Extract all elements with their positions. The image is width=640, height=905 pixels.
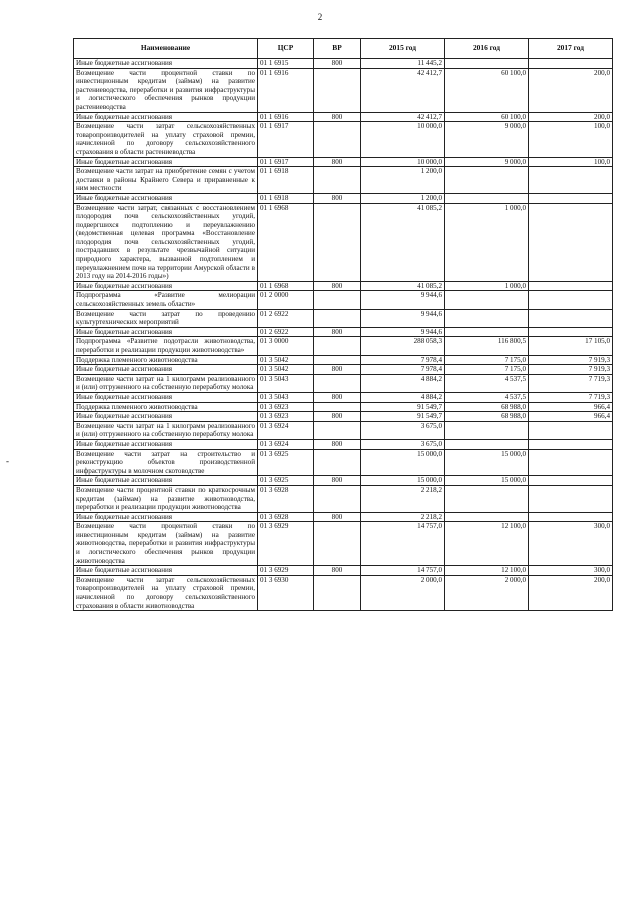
cell-2016: 68 988,0	[445, 412, 529, 422]
cell-vr	[314, 203, 361, 281]
table-row	[74, 412, 613, 422]
cell-2015: 3 675,0	[361, 439, 445, 449]
cell-2015: 41 085,2	[361, 281, 445, 291]
cell-2017	[529, 203, 613, 281]
cell-2017	[529, 291, 613, 309]
cell-2017: 7 719,3	[529, 374, 613, 392]
table-row	[74, 485, 613, 512]
cell-2017	[529, 449, 613, 476]
table-row	[74, 327, 613, 337]
table-row	[74, 122, 613, 157]
cell-2017: 7 919,3	[529, 365, 613, 375]
cell-vr: 800	[314, 365, 361, 375]
cell-2016	[445, 327, 529, 337]
table-row	[74, 59, 613, 69]
cell-vr: 800	[314, 112, 361, 122]
table-row	[74, 402, 613, 412]
cell-2016: 7 175,0	[445, 355, 529, 365]
cell-2016: 15 000,0	[445, 476, 529, 486]
table-row	[74, 566, 613, 576]
cell-name: Иные бюджетные ассигнования	[74, 439, 258, 449]
cell-2016	[445, 167, 529, 194]
cell-name: Поддержка племенного животноводства	[74, 355, 258, 365]
cell-2016: 9 000,0	[445, 122, 529, 157]
cell-2017	[529, 193, 613, 203]
cell-csr: 01 1 6918	[258, 167, 314, 194]
column-header-2017: 2017 год	[529, 39, 613, 59]
cell-2017	[529, 309, 613, 327]
cell-2017: 300,0	[529, 522, 613, 566]
cell-name: Подпрограмма «Развитие мелиорации сельскохозяйственных земель области»	[74, 291, 258, 309]
cell-name: Иные бюджетные ассигнования	[74, 365, 258, 375]
cell-csr: 01 3 6928	[258, 512, 314, 522]
cell-csr: 01 3 6929	[258, 522, 314, 566]
cell-csr: 01 1 6916	[258, 112, 314, 122]
cell-name: Возмещение части затрат на 1 килограмм реализованного и (или) отгруженного на собственную переработку молока	[74, 374, 258, 392]
cell-2016: 15 000,0	[445, 449, 529, 476]
cell-2017	[529, 485, 613, 512]
cell-name: Иные бюджетные ассигнования	[74, 392, 258, 402]
cell-name: Иные бюджетные ассигнования	[74, 566, 258, 576]
table-row	[74, 167, 613, 194]
cell-vr	[314, 449, 361, 476]
cell-name: Иные бюджетные ассигнования	[74, 157, 258, 167]
cell-2017: 200,0	[529, 112, 613, 122]
table-row	[74, 291, 613, 309]
column-header-name: Наименование	[74, 39, 258, 59]
cell-name: Возмещение части затрат по проведению культуртехнических мероприятий	[74, 309, 258, 327]
cell-2016: 4 537,5	[445, 392, 529, 402]
cell-2016	[445, 309, 529, 327]
cell-name: Иные бюджетные ассигнования	[74, 281, 258, 291]
cell-2015: 2 218,2	[361, 485, 445, 512]
cell-2017	[529, 512, 613, 522]
cell-2017: 966,4	[529, 402, 613, 412]
cell-name: Иные бюджетные ассигнования	[74, 512, 258, 522]
cell-name: Иные бюджетные ассигнования	[74, 59, 258, 69]
cell-vr	[314, 421, 361, 439]
cell-2017	[529, 167, 613, 194]
cell-2017	[529, 421, 613, 439]
cell-2017: 200,0	[529, 68, 613, 112]
column-header-vr: ВР	[314, 39, 361, 59]
cell-name: Возмещение части затрат на строительство и реконструкцию объектов производственной инфраструктуры в молочном скотоводстве	[74, 449, 258, 476]
cell-2017	[529, 476, 613, 486]
cell-vr	[314, 122, 361, 157]
table-row	[74, 522, 613, 566]
cell-vr	[314, 522, 361, 566]
cell-2017: 7 719,3	[529, 392, 613, 402]
table-row	[74, 449, 613, 476]
cell-name: Возмещение части затрат на приобретение семян с учетом доставки в районы Крайнего Севера и приравненные к ним местности	[74, 167, 258, 194]
cell-2016	[445, 485, 529, 512]
cell-2015: 9 944,6	[361, 291, 445, 309]
cell-vr: 800	[314, 512, 361, 522]
cell-2016	[445, 421, 529, 439]
cell-2016	[445, 512, 529, 522]
cell-2015: 288 058,3	[361, 337, 445, 355]
cell-2017: 300,0	[529, 566, 613, 576]
cell-csr: 01 1 6917	[258, 122, 314, 157]
cell-name: Иные бюджетные ассигнования	[74, 193, 258, 203]
cell-2016	[445, 59, 529, 69]
cell-2016: 9 000,0	[445, 157, 529, 167]
cell-csr: 01 3 6930	[258, 575, 314, 610]
cell-csr: 01 1 6917	[258, 157, 314, 167]
cell-csr: 01 3 6924	[258, 421, 314, 439]
cell-csr: 01 2 6922	[258, 309, 314, 327]
cell-2015: 4 884,2	[361, 374, 445, 392]
table-header-row	[74, 39, 613, 59]
cell-2017: 7 919,3	[529, 355, 613, 365]
cell-2016: 1 000,0	[445, 203, 529, 281]
cell-2017: 100,0	[529, 122, 613, 157]
cell-vr: 800	[314, 157, 361, 167]
table-row	[74, 365, 613, 375]
cell-csr: 01 3 5042	[258, 365, 314, 375]
cell-vr: 800	[314, 327, 361, 337]
cell-csr: 01 2 6922	[258, 327, 314, 337]
cell-2016: 68 988,0	[445, 402, 529, 412]
cell-csr: 01 1 6968	[258, 281, 314, 291]
cell-name: Возмещение части затрат, связанных с восстановлением плодородия почв сельскохозяйственных угодий, подвергшихся подтоплению и переувлажнению (ведомственная целевая программа «Восстановление плодородия почв сельскохозяйственных угодий, пострадавших в результате чрезвычайной ситуации природного характера, вызванной подтоплением и переувлажнением почв на территории Амурской области в 2013 году на 2014-2016 годы»)	[74, 203, 258, 281]
cell-csr: 01 3 5043	[258, 392, 314, 402]
cell-2015: 4 884,2	[361, 392, 445, 402]
margin-mark: -	[6, 456, 9, 466]
table-row	[74, 476, 613, 486]
table-row	[74, 512, 613, 522]
cell-2017: 966,4	[529, 412, 613, 422]
cell-2016: 2 000,0	[445, 575, 529, 610]
column-header-2015: 2015 год	[361, 39, 445, 59]
table-row	[74, 68, 613, 112]
cell-name: Иные бюджетные ассигнования	[74, 476, 258, 486]
cell-vr: 800	[314, 281, 361, 291]
cell-name: Возмещение части затрат сельскохозяйственных товаропроизводителей на уплату страховой премии, начисленной по договору сельскохозяйственного страхования в области животноводства	[74, 575, 258, 610]
table-row	[74, 157, 613, 167]
cell-2015: 42 412,7	[361, 112, 445, 122]
column-header-2016: 2016 год	[445, 39, 529, 59]
cell-name: Подпрограмма «Развитие подотрасли животноводства, переработки и реализации продукции животноводства»	[74, 337, 258, 355]
cell-2016: 116 800,5	[445, 337, 529, 355]
cell-name: Возмещение части процентной ставки по инвестиционным кредитам (займам) на развитие животноводства, переработки и развития инфраструктуры и логистического обеспечения рынков продукции животноводства	[74, 522, 258, 566]
cell-name: Возмещение части затрат на 1 килограмм реализованного и (или) отгруженного на собственную переработку молока	[74, 421, 258, 439]
table-body	[74, 59, 613, 611]
cell-2017: 200,0	[529, 575, 613, 610]
cell-vr	[314, 374, 361, 392]
cell-csr: 01 3 6929	[258, 566, 314, 576]
cell-2016: 60 100,0	[445, 112, 529, 122]
table-row	[74, 112, 613, 122]
cell-2015: 2 000,0	[361, 575, 445, 610]
cell-2015: 91 549,7	[361, 412, 445, 422]
table-row	[74, 193, 613, 203]
cell-name: Возмещение части процентной ставки по инвестиционным кредитам (займам) на развитие растениеводства, переработки и развития инфраструктуры и логистического обеспечения рынков продукции растениеводства	[74, 68, 258, 112]
cell-vr	[314, 355, 361, 365]
cell-vr	[314, 291, 361, 309]
cell-vr	[314, 575, 361, 610]
cell-2016: 12 100,0	[445, 522, 529, 566]
cell-vr: 800	[314, 439, 361, 449]
cell-2015: 42 412,7	[361, 68, 445, 112]
cell-name: Иные бюджетные ассигнования	[74, 112, 258, 122]
cell-vr	[314, 485, 361, 512]
cell-2016: 12 100,0	[445, 566, 529, 576]
cell-csr: 01 3 0000	[258, 337, 314, 355]
page-number: 2	[317, 12, 323, 22]
cell-2017: 100,0	[529, 157, 613, 167]
table-row	[74, 421, 613, 439]
table-row	[74, 281, 613, 291]
cell-2015: 7 978,4	[361, 365, 445, 375]
cell-csr: 01 3 6925	[258, 449, 314, 476]
cell-vr	[314, 68, 361, 112]
cell-2015: 10 000,0	[361, 122, 445, 157]
cell-2015: 41 085,2	[361, 203, 445, 281]
cell-name: Иные бюджетные ассигнования	[74, 327, 258, 337]
budget-table	[73, 38, 613, 611]
cell-vr: 800	[314, 392, 361, 402]
cell-vr: 800	[314, 412, 361, 422]
table-row	[74, 309, 613, 327]
cell-csr: 01 3 6923	[258, 402, 314, 412]
cell-2016: 7 175,0	[445, 365, 529, 375]
cell-csr: 01 1 6915	[258, 59, 314, 69]
cell-csr: 01 1 6918	[258, 193, 314, 203]
cell-2015: 14 757,0	[361, 566, 445, 576]
cell-vr: 800	[314, 476, 361, 486]
cell-csr: 01 3 5043	[258, 374, 314, 392]
cell-csr: 01 3 5042	[258, 355, 314, 365]
cell-2016	[445, 193, 529, 203]
cell-csr: 01 3 6925	[258, 476, 314, 486]
table-row	[74, 355, 613, 365]
cell-name: Иные бюджетные ассигнования	[74, 412, 258, 422]
cell-2017	[529, 281, 613, 291]
cell-vr	[314, 402, 361, 412]
cell-2015: 15 000,0	[361, 476, 445, 486]
cell-2015: 2 218,2	[361, 512, 445, 522]
cell-name: Поддержка племенного животноводства	[74, 402, 258, 412]
cell-2015: 1 200,0	[361, 167, 445, 194]
cell-2015: 1 200,0	[361, 193, 445, 203]
cell-2015: 11 445,2	[361, 59, 445, 69]
cell-vr	[314, 337, 361, 355]
cell-2015: 9 944,6	[361, 309, 445, 327]
cell-2017	[529, 327, 613, 337]
cell-2015: 15 000,0	[361, 449, 445, 476]
table-row	[74, 439, 613, 449]
cell-csr: 01 3 6923	[258, 412, 314, 422]
cell-vr	[314, 309, 361, 327]
cell-2016	[445, 439, 529, 449]
cell-2016: 4 537,5	[445, 374, 529, 392]
table-row	[74, 392, 613, 402]
cell-vr	[314, 167, 361, 194]
cell-2015: 3 675,0	[361, 421, 445, 439]
cell-vr: 800	[314, 193, 361, 203]
cell-2016: 60 100,0	[445, 68, 529, 112]
cell-2017: 17 105,0	[529, 337, 613, 355]
table-row	[74, 203, 613, 281]
cell-name: Возмещение части затрат сельскохозяйственных товаропроизводителей на уплату страховой премии, начисленной по договору сельскохозяйственного страхования в области растениеводства	[74, 122, 258, 157]
cell-2015: 10 000,0	[361, 157, 445, 167]
cell-name: Возмещение части процентной ставки по краткосрочным кредитам (займам) на развитие животноводства, переработки и реализации продукции животноводства	[74, 485, 258, 512]
cell-vr: 800	[314, 566, 361, 576]
cell-2015: 9 944,6	[361, 327, 445, 337]
cell-csr: 01 2 0000	[258, 291, 314, 309]
cell-csr: 01 1 6916	[258, 68, 314, 112]
cell-csr: 01 3 6928	[258, 485, 314, 512]
cell-2015: 7 978,4	[361, 355, 445, 365]
table-row	[74, 337, 613, 355]
cell-2016: 1 000,0	[445, 281, 529, 291]
cell-csr: 01 3 6924	[258, 439, 314, 449]
cell-vr: 800	[314, 59, 361, 69]
table-row	[74, 374, 613, 392]
cell-2017	[529, 439, 613, 449]
cell-2017	[529, 59, 613, 69]
cell-2016	[445, 291, 529, 309]
column-header-csr: ЦСР	[258, 39, 314, 59]
table-row	[74, 575, 613, 610]
cell-2015: 14 757,0	[361, 522, 445, 566]
cell-csr: 01 1 6968	[258, 203, 314, 281]
cell-2015: 91 549,7	[361, 402, 445, 412]
